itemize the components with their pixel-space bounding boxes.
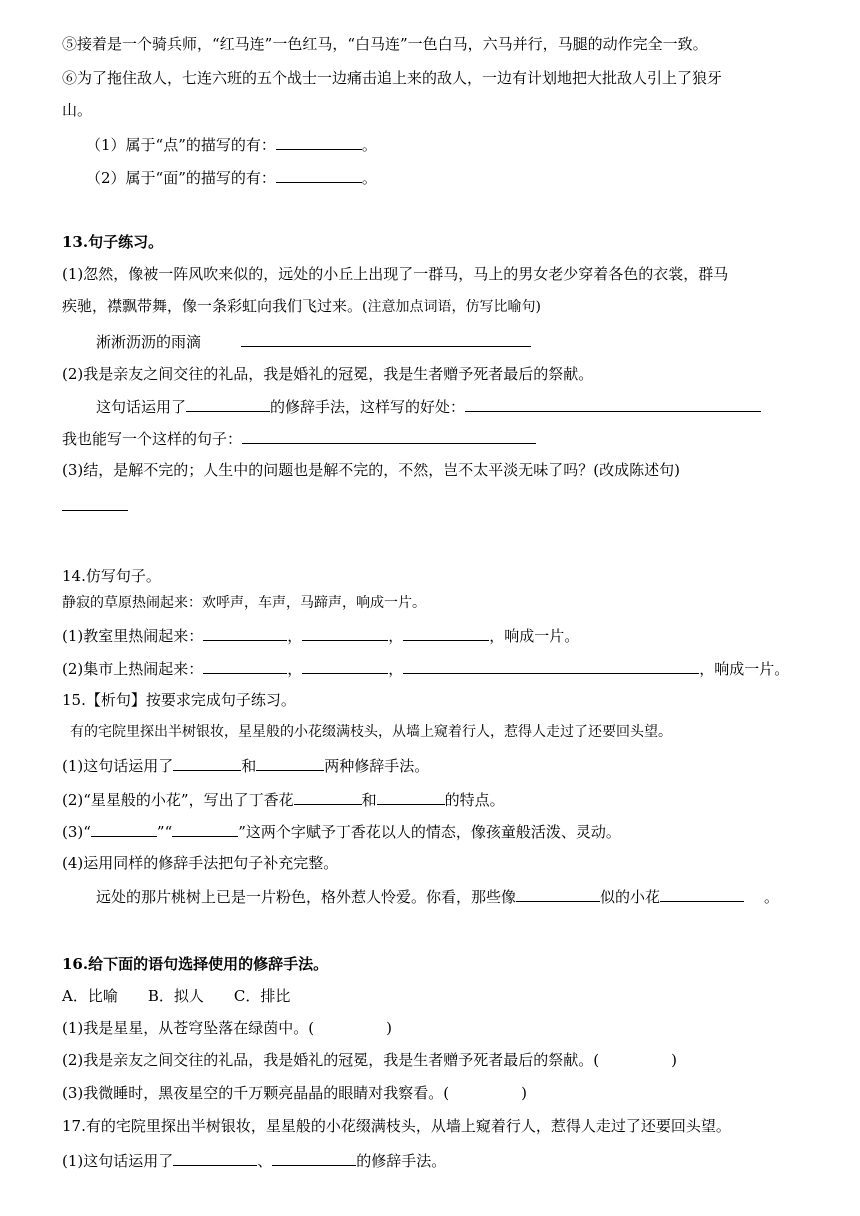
answer-blank[interactable]	[403, 658, 699, 674]
answer-blank[interactable]	[186, 396, 270, 412]
q14-1: (1)教室里热闹起来： ， ， ，响成一片。	[62, 627, 580, 645]
q16-options: A．比喻 B．拟人 C．排比	[62, 987, 291, 1005]
answer-blank[interactable]	[242, 428, 536, 444]
answer-blank[interactable]	[660, 886, 744, 902]
q15-2: (2)“星星般的小花”，写出了丁香花 和 的特点。	[62, 791, 505, 809]
answer-blank[interactable]	[302, 625, 388, 641]
q13-3: (3)结，是解不完的；人生中的问题也是解不完的，不然，岂不太平淡无味了吗？(改成陈述句)	[62, 461, 680, 479]
statement-6-cont: 山。	[62, 101, 93, 119]
answer-blank[interactable]	[62, 509, 128, 511]
q13-1-line1: (1)忽然，像被一阵风吹来似的，远处的小丘上出现了一群马，马上的男女老少穿着各色的衣裳，群马	[62, 265, 729, 283]
q17-1: (1)这句话运用了 、 的修辞手法。	[62, 1152, 447, 1170]
answer-blank[interactable]	[203, 658, 287, 674]
q15-4: (4)运用同样的修辞手法把句子补充完整。	[62, 854, 339, 872]
answer-blank[interactable]	[256, 755, 324, 771]
answer-blank[interactable]	[294, 789, 362, 805]
q13-title: 13.句子练习。	[62, 233, 164, 251]
q15-text: 有的宅院里探出半树银妆，星星般的小花缀满枝头，从墙上窥着行人，惹得人走过了还要回头望。	[70, 724, 672, 740]
q12-part1: （1）属于“点”的描写的有： 。	[86, 136, 377, 154]
answer-blank[interactable]	[91, 821, 157, 837]
q13-1-answer: 淅淅沥沥的雨滴	[96, 331, 531, 352]
q16-2: (2)我是亲友之间交往的礼品，我是婚礼的冠冕，我是生者赠予死者最后的祭献。( )	[62, 1051, 677, 1069]
q12-part2: （2）属于“面”的描写的有： 。	[86, 169, 377, 187]
answer-blank[interactable]	[377, 789, 445, 805]
answer-blank[interactable]	[276, 134, 362, 150]
answer-blank[interactable]	[203, 625, 287, 641]
q15-4-text: 远处的那片桃树上已是一片粉色，格外惹人怜爱。你看，那些像 似的小花 。	[96, 888, 780, 906]
q16-3: (3)我微睡时，黑夜星空的千万颗亮晶晶的眼睛对我察看。( )	[62, 1084, 527, 1102]
q15-title: 15.【析句】按要求完成句子练习。	[62, 691, 296, 709]
answer-blank[interactable]	[241, 331, 531, 347]
q16-title: 16.给下面的语句选择使用的修辞手法。	[62, 955, 329, 973]
answer-blank[interactable]	[173, 755, 241, 771]
q13-2: (2)我是亲友之间交往的礼品，我是婚礼的冠冕，我是生者赠予死者最后的祭献。	[62, 365, 594, 383]
q13-2b: 我也能写一个这样的句子：	[62, 428, 536, 449]
q13-2a: 这句话运用了 的修辞手法，这样写的好处：	[96, 396, 761, 417]
q15-3: (3)“ ”“ ”这两个字赋予丁香花以人的情态，像孩童般活泼、灵动。	[62, 823, 621, 841]
q15-1: (1)这句话运用了 和 两种修辞手法。	[62, 757, 430, 775]
statement-6: ⑥为了拖住敌人，七连六班的五个战士一边痛击追上来的敌人，一边有计划地把大批敌人引上了狼牙	[62, 69, 723, 87]
answer-blank[interactable]	[272, 1150, 356, 1166]
answer-blank[interactable]	[403, 625, 489, 641]
q14-example: 静寂的草原热闹起来：欢呼声，车声，马蹄声，响成一片。	[62, 595, 426, 611]
answer-blank[interactable]	[465, 396, 761, 412]
answer-blank[interactable]	[302, 658, 388, 674]
q17-text: 17.有的宅院里探出半树银妆，星星般的小花缀满枝头，从墙上窥着行人，惹得人走过了还要回头望。	[62, 1117, 731, 1135]
answer-blank[interactable]	[516, 886, 600, 902]
answer-blank[interactable]	[172, 821, 238, 837]
q14-title: 14.仿写句子。	[62, 567, 161, 585]
answer-blank[interactable]	[173, 1150, 257, 1166]
q13-1-line2: 疾驰，襟飘带舞，像一条彩虹向我们飞过来。(注意加点词语，仿写比喻句)	[62, 297, 541, 315]
statement-5: ⑤接着是一个骑兵师，“红马连”一色红马，“白马连”一色白马，六马并行，马腿的动作完全一致。	[62, 35, 708, 53]
q16-1: (1)我是星星，从苍穹坠落在绿茵中。( )	[62, 1019, 392, 1037]
answer-blank[interactable]	[276, 167, 362, 183]
q14-2: (2)集市上热闹起来： ， ， ，响成一片。	[62, 660, 790, 678]
